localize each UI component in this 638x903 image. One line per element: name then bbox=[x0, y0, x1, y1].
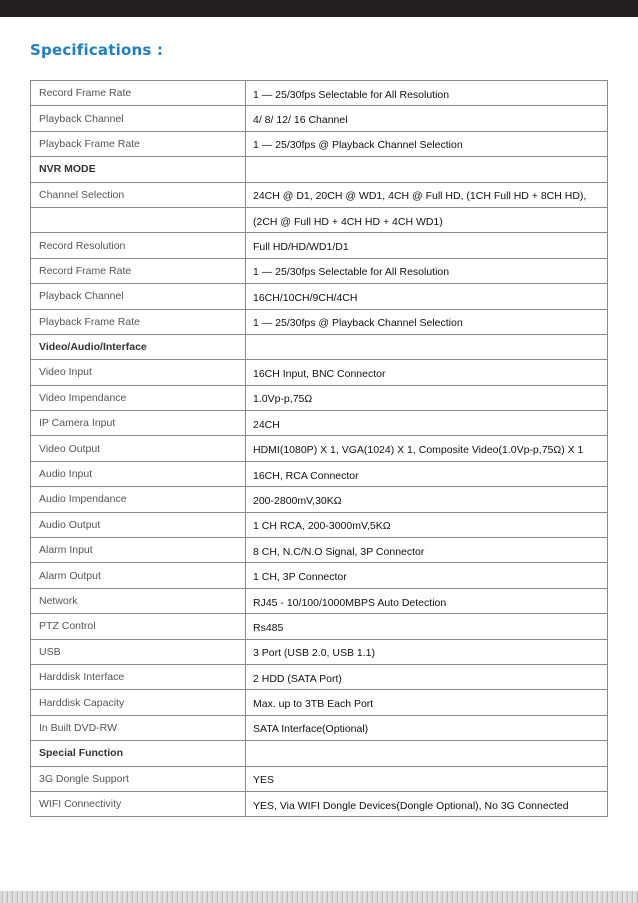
bottom-decorative-bar bbox=[0, 891, 638, 903]
spec-label: Record Frame Rate bbox=[31, 258, 246, 283]
spec-label: PTZ Control bbox=[31, 614, 246, 639]
spec-row bbox=[31, 411, 608, 436]
spec-row bbox=[31, 131, 608, 156]
spec-row bbox=[31, 512, 608, 537]
spec-row bbox=[31, 81, 608, 106]
spec-label: Playback Frame Rate bbox=[31, 131, 246, 156]
spec-value: 1 CH RCA, 200-3000mV,5KΩ bbox=[246, 512, 608, 537]
spec-value bbox=[246, 157, 608, 182]
section-heading: NVR MODE bbox=[31, 157, 246, 182]
spec-value: Full HD/HD/WD1/D1 bbox=[246, 233, 608, 258]
spec-row bbox=[31, 360, 608, 385]
spec-row bbox=[31, 284, 608, 309]
spec-label: 3G Dongle Support bbox=[31, 766, 246, 791]
spec-label: Video Impendance bbox=[31, 385, 246, 410]
spec-value: 3 Port (USB 2.0, USB 1.1) bbox=[246, 639, 608, 664]
spec-value: SATA Interface(Optional) bbox=[246, 715, 608, 740]
spec-value: 4/ 8/ 12/ 16 Channel bbox=[246, 106, 608, 131]
spec-label: Playback Frame Rate bbox=[31, 309, 246, 334]
spec-value: 24CH @ D1, 20CH @ WD1, 4CH @ Full HD, (1CH Full HD + 8CH HD), bbox=[246, 182, 608, 207]
spec-row bbox=[31, 436, 608, 461]
spec-label: Network bbox=[31, 588, 246, 613]
spec-value: (2CH @ Full HD + 4CH HD + 4CH WD1) bbox=[246, 207, 608, 232]
spec-value bbox=[246, 334, 608, 359]
spec-value: HDMI(1080P) X 1, VGA(1024) X 1, Composite Video(1.0Vp-p,75Ω) X 1 bbox=[246, 436, 608, 461]
spec-value: 24CH bbox=[246, 411, 608, 436]
spec-label: Playback Channel bbox=[31, 284, 246, 309]
spec-value: RJ45 - 10/100/1000MBPS Auto Detection bbox=[246, 588, 608, 613]
spec-value: 16CH/10CH/9CH/4CH bbox=[246, 284, 608, 309]
section-heading: Video/Audio/Interface bbox=[31, 334, 246, 359]
spec-label: USB bbox=[31, 639, 246, 664]
spec-label bbox=[31, 207, 246, 232]
spec-label: Audio Output bbox=[31, 512, 246, 537]
section-heading: Special Function bbox=[31, 741, 246, 766]
section-row bbox=[31, 741, 608, 766]
spec-row bbox=[31, 487, 608, 512]
spec-value: 8 CH, N.C/N.O Signal, 3P Connector bbox=[246, 538, 608, 563]
spec-row bbox=[31, 258, 608, 283]
spec-row bbox=[31, 614, 608, 639]
spec-label: Audio Impendance bbox=[31, 487, 246, 512]
spec-value: 1.0Vp-p,75Ω bbox=[246, 385, 608, 410]
spec-value: 1 — 25/30fps Selectable for All Resolution bbox=[246, 258, 608, 283]
spec-label: Harddisk Capacity bbox=[31, 690, 246, 715]
spec-row bbox=[31, 106, 608, 131]
spec-row bbox=[31, 385, 608, 410]
spec-label: Video Output bbox=[31, 436, 246, 461]
spec-label: Record Frame Rate bbox=[31, 81, 246, 106]
spec-row bbox=[31, 639, 608, 664]
spec-row bbox=[31, 791, 608, 816]
spec-label: IP Camera Input bbox=[31, 411, 246, 436]
spec-label: Audio Input bbox=[31, 461, 246, 486]
spec-value: 1 — 25/30fps @ Playback Channel Selection bbox=[246, 131, 608, 156]
spec-label: Harddisk Interface bbox=[31, 664, 246, 689]
section-row bbox=[31, 157, 608, 182]
spec-row bbox=[31, 233, 608, 258]
spec-label: Playback Channel bbox=[31, 106, 246, 131]
spec-label: Alarm Output bbox=[31, 563, 246, 588]
spec-row bbox=[31, 182, 608, 207]
spec-row bbox=[31, 461, 608, 486]
spec-row bbox=[31, 588, 608, 613]
section-row bbox=[31, 334, 608, 359]
spec-row bbox=[31, 664, 608, 689]
page-title: Specifications : bbox=[30, 41, 164, 59]
spec-value: 16CH, RCA Connector bbox=[246, 461, 608, 486]
spec-row bbox=[31, 538, 608, 563]
spec-label: In Built DVD-RW bbox=[31, 715, 246, 740]
spec-label: Alarm Input bbox=[31, 538, 246, 563]
spec-table bbox=[30, 80, 608, 817]
spec-row bbox=[31, 207, 608, 232]
spec-label: WIFI Connectivity bbox=[31, 791, 246, 816]
spec-value: 16CH Input, BNC Connector bbox=[246, 360, 608, 385]
spec-label: Record Resolution bbox=[31, 233, 246, 258]
spec-value: 1 CH, 3P Connector bbox=[246, 563, 608, 588]
spec-row bbox=[31, 766, 608, 791]
spec-value: 1 — 25/30fps @ Playback Channel Selection bbox=[246, 309, 608, 334]
spec-label: Channel Selection bbox=[31, 182, 246, 207]
spec-value: 1 — 25/30fps Selectable for All Resolution bbox=[246, 81, 608, 106]
spec-row bbox=[31, 715, 608, 740]
spec-label: Video Input bbox=[31, 360, 246, 385]
spec-value: Max. up to 3TB Each Port bbox=[246, 690, 608, 715]
spec-row bbox=[31, 563, 608, 588]
spec-row bbox=[31, 309, 608, 334]
spec-value: YES bbox=[246, 766, 608, 791]
spec-value: YES, Via WIFI Dongle Devices(Dongle Optional), No 3G Connected bbox=[246, 791, 608, 816]
spec-value bbox=[246, 741, 608, 766]
spec-value: 2 HDD (SATA Port) bbox=[246, 664, 608, 689]
spec-row bbox=[31, 690, 608, 715]
spec-value: 200-2800mV,30KΩ bbox=[246, 487, 608, 512]
top-bar bbox=[0, 0, 638, 17]
spec-value: Rs485 bbox=[246, 614, 608, 639]
